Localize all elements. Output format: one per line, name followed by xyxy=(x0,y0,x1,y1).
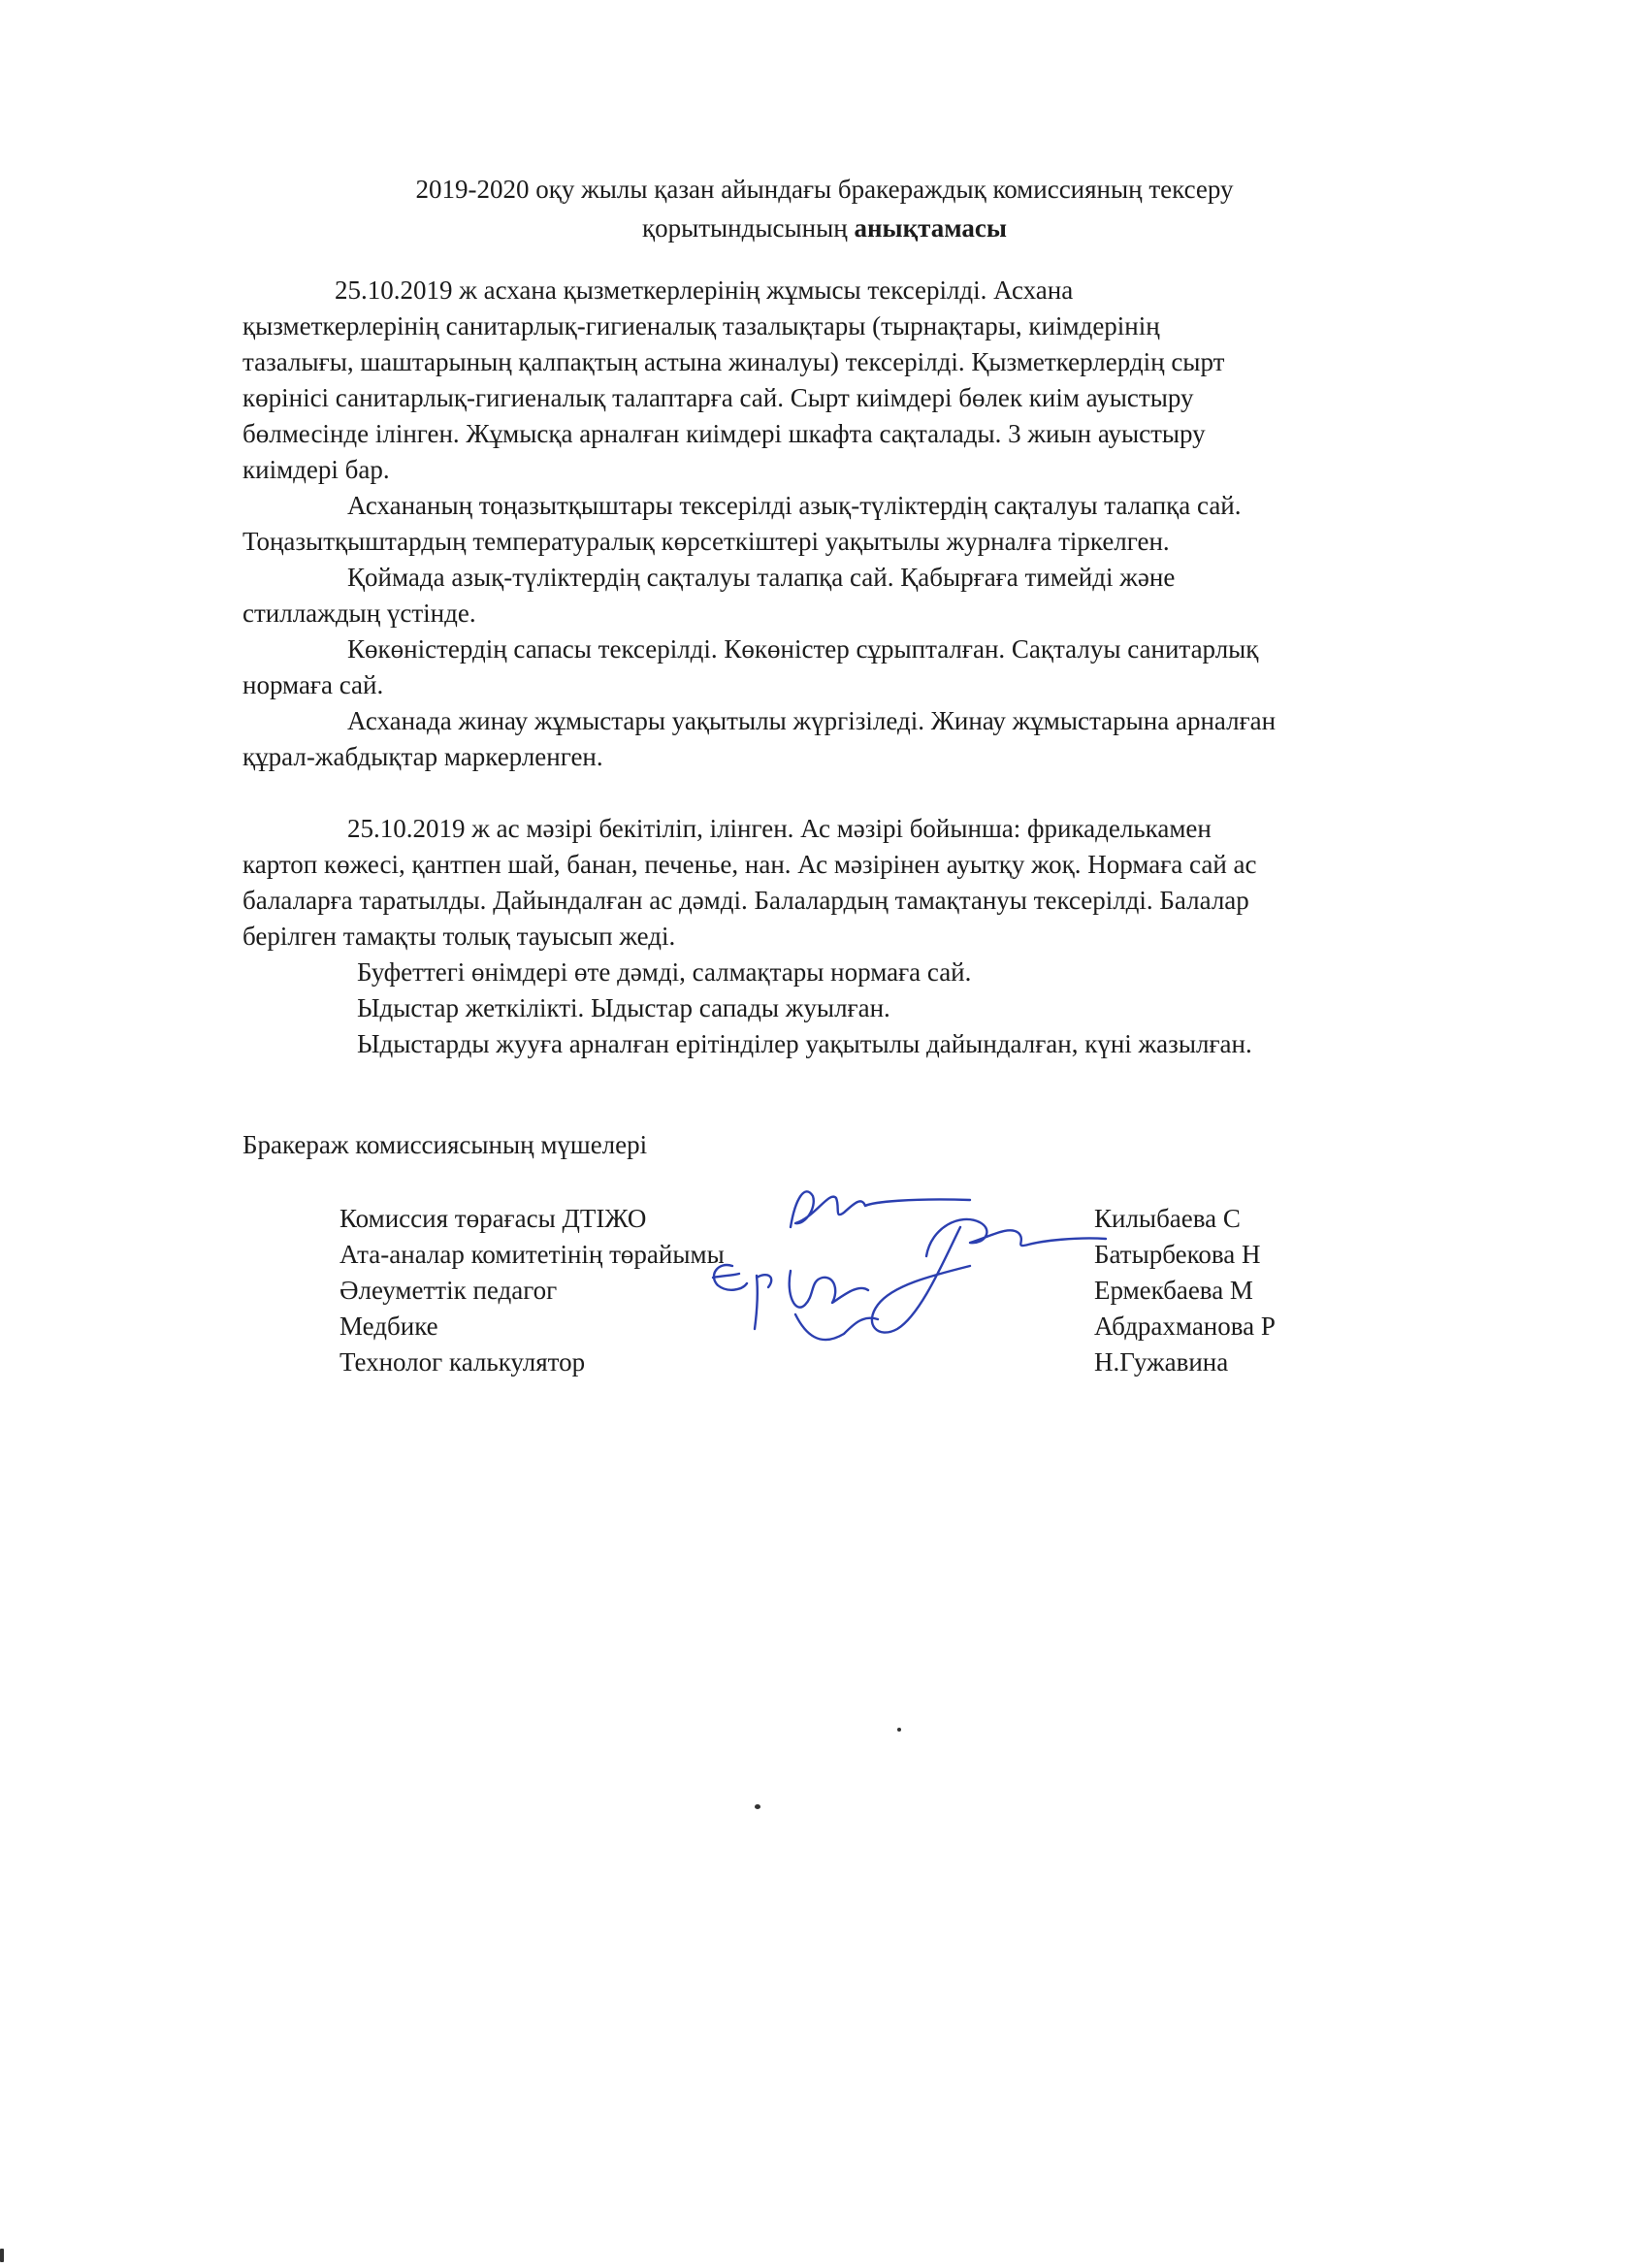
paragraph-4-line: нормаға сай. xyxy=(242,670,384,699)
paragraph-6-line: картоп көжесі, қантпен шай, банан, печенье, нан. Ас мәзірінен ауытқу жоқ. Нормаға сай ас xyxy=(242,850,1257,879)
paragraph-4-line: Көкөністердің сапасы тексерілді. Көкөністер сұрыпталған. Сақталуы санитарлық xyxy=(347,634,1259,664)
title-line-2-bold: анықтамасы xyxy=(854,213,1007,243)
signature-stroke xyxy=(755,1275,771,1329)
paragraph-1-line: 25.10.2019 ж асхана қызметкерлерінің жұмысы тексерілді. Асхана xyxy=(335,275,1074,305)
scan-speck xyxy=(897,1728,901,1732)
paragraph-7: Буфеттегі өнімдері өте дәмді, салмақтары нормаға сай. xyxy=(357,957,972,987)
paragraph-8: Ыдыстар жеткілікті. Ыдыстар сапады жуылған. xyxy=(357,993,890,1022)
title-line-2-normal: қорытындысының xyxy=(641,213,855,243)
paragraph-1-line: тазалығы, шаштарының қалпақтың астына жиналуы) тексерілді. Қызметкерлердің сырт xyxy=(242,347,1225,376)
paragraph-1-line: көрінісі санитарлық-гигиеналық талаптарға сай. Сырт киімдері бөлек киім ауыстыру xyxy=(242,383,1194,412)
paragraph-5-line: құрал-жабдықтар маркерленген. xyxy=(242,742,603,771)
paragraph-2-line: Асхананың тоңазытқыштары тексерілді азық-түліктердің сақталуы талапқа сай. xyxy=(347,491,1242,520)
paragraph-6-line: берілген тамақты толық тауысып жеді. xyxy=(242,922,676,951)
paragraph-9: Ыдыстарды жууға арналған ерітінділер уақытылы дайындалған, күні жазылған. xyxy=(357,1029,1252,1058)
title-line-1: 2019-2020 оқу жылы қазан айындағы бракераждық комиссияның тексеру xyxy=(415,175,1234,204)
member-role: Комиссия төрағасы ДТІЖО xyxy=(340,1204,647,1233)
paragraph-1-line: бөлмесінде ілінген. Жұмысқа арналған киімдері шкафта сақталады. 3 жиын ауыстыру xyxy=(242,419,1206,448)
paragraph-1-line: киімдері бар. xyxy=(242,455,390,484)
scan-edge-mark xyxy=(0,2249,4,2262)
signature-stroke xyxy=(713,1265,747,1290)
paragraph-3-line: Қоймада азық-түліктердің сақталуы талапқа сай. Қабырғаға тимейді және xyxy=(347,563,1176,592)
signature-stroke xyxy=(790,1271,868,1308)
paragraph-2-line: Тоңазытқыштардың температуралық көрсеткіштері уақытылы журналға тіркелген. xyxy=(242,527,1170,556)
signature-stroke xyxy=(872,1227,970,1333)
commission-heading: Бракераж комиссиясының мүшелері xyxy=(242,1130,648,1159)
signature-stroke xyxy=(791,1191,970,1227)
member-role: Технолог калькулятор xyxy=(340,1347,586,1377)
member-role: Әлеуметтік педагог xyxy=(340,1276,558,1305)
member-name: Абдрахманова Р xyxy=(1094,1312,1276,1341)
member-name: Килыбаева С xyxy=(1094,1204,1241,1233)
member-role: Медбике xyxy=(340,1312,438,1341)
paragraph-6-line: балаларға таратылды. Дайындалған ас дәмді. Балалардың тамақтануы тексерілді. Балалар xyxy=(242,886,1249,915)
signature-stroke xyxy=(926,1219,1106,1256)
paragraph-5-line: Асханада жинау жұмыстары уақытылы жүргізіледі. Жинау жұмыстарына арналған xyxy=(347,706,1277,735)
paragraph-6-line: 25.10.2019 ж ас мәзірі бекітіліп, ілінген. Ас мәзірі бойынша: фрикаделькамен xyxy=(347,814,1212,843)
paragraph-1-line: қызметкерлерінің санитарлық-гигиеналық тазалықтары (тырнақтары, киімдерінің xyxy=(242,311,1160,340)
scan-speck xyxy=(755,1804,760,1809)
member-name: Ермекбаева М xyxy=(1094,1276,1253,1305)
member-name: Батырбекова Н xyxy=(1094,1240,1261,1269)
document-title xyxy=(291,170,1358,247)
paragraph-3-line: стиллаждың үстінде. xyxy=(242,599,476,628)
member-role: Ата-аналар комитетінің төрайымы xyxy=(340,1240,725,1269)
signature-stroke xyxy=(795,1314,878,1340)
member-name: Н.Гужавина xyxy=(1094,1347,1229,1377)
title-line-2 xyxy=(291,209,1358,247)
handwritten-signatures xyxy=(698,1169,1125,1363)
